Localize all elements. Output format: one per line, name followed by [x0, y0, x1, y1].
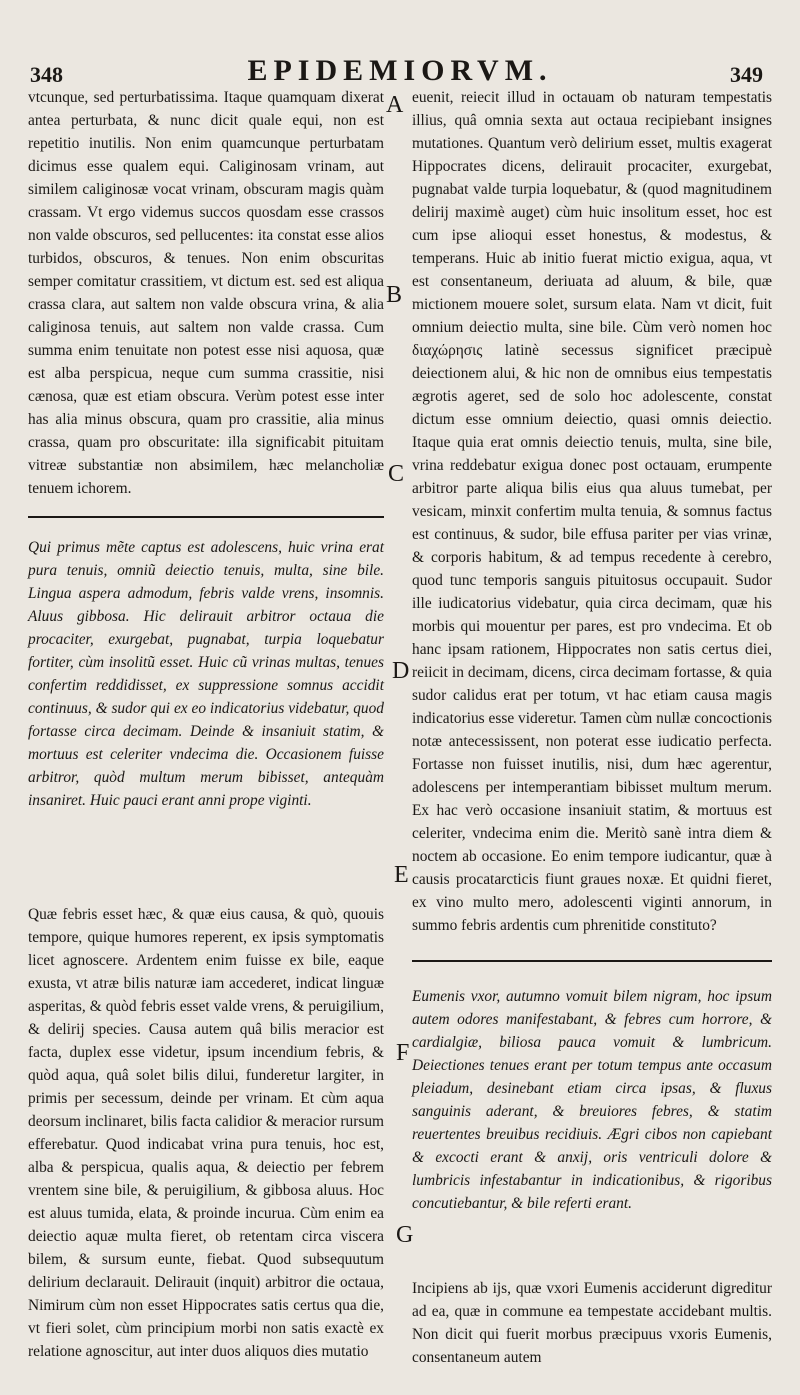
margin-letter-f: F	[396, 1040, 410, 1066]
left-case-text-body: Qui primus mẽte captus est adolescens, huic vrina erat pura tenuis, omniũ deiectio tenuis, multa, sine bile. Lingua aspera admodum, febris valde vrens, insomnis. Aluus gibbosa. Hic delirauit arbitror octaua die procaciter, exurgebat, pugnabat, turpia loquebatur fortiter, cùm insolitũ esset. Huic cũ vrinas multas, tenues confertim reddidisset, ex suppressione somnus accidit continuus, & sudor qui ex eo indicatorius videbatur, quod fortasse circa decimam. Deinde & insaniuit statim, & mortuus est celeriter vndecima die. Occasionem fuisse arbitror, quòd multum merum bibisset, antequàm insaniret. Huic pauci erant anni prope viginti.	[28, 539, 384, 809]
right-case-text	[412, 985, 772, 1215]
right-commentary-1-text: euenit, reiecit illud in octauam ob naturam tempestatis illius, quâ omnia sexta aut octaua recipiebant insignes mutationes. Quantum verò delirium esset, multis exagerat Hippocrates dicens, delirauit procaciter, exurgebat, pugnabat valde turpia loquebatur, & (quod magnitudinem delirij maximè auget) cùm huic insolitum esset, hoc est cum ipse alioqui esset honestus, & modestus, & temperans. Huic ab initio fuerat mictio exigua, aqua, vt est consentaneum, deriuata ad aluum, & bile, quæ mictionem mouere solet, sursum elata. Nam vt dicit, fuit omnium deiectio multa, sine bile. Cùm verò nomen hoc διαχώρησις latinè secessus significet præcipuè deiectionem alui, & hic non de omnibus eius tempestatis ægrotis ageret, sed de solo hoc adolescente, constat dictum esse omnium deiectio, quasi omnis deiectio. Itaque quia erat omnis deiectio tenuis, multa, sine bile, vrina reddebatur exigua donec post octauam, erumpente arbitror parte aliqua bilis eius qua aluus tumebat, per vesicam, minxit confertim multa tenuia, & somnus factus est continuus, & sudor, bile effusa pariter per vias vrinæ, & corporis habitum, & ad tempus recedente à cerebro, quod tunc temporis sanguis pituitosus occupauit. Sudor ille iudicatorius videbatur, quia circa decimam, quæ his morbis qui mouentur per pares, est pro vndecima. Et ob hanc ipsam rationem, Hippocrates non satis certus diei, reiicit in decimam, dicens, circa decimam fortasse, & quia sudor calidus erat per totum, vt hac etiam causa magis indicatorius esse videretur. Tamen cùm nullæ concoctionis notæ antecessissent, non poterat esse iudicatio perfecta. Fortasse non fuisset inutilis, nisi, dum hæc agerentur, adolescens per intemperantiam bibisset multum merum. Ex hac verò occasione insaniuit statim, & mortuus est celeriter, vndecima enim die. Meritò sanè intra diem & noctem ab occasione. Eo enim tempore iudicantur, quæ à causis procatarcticis fiunt graues noxæ. Et quidni fieret, ex vino multo mero, adolescenti viginti annorum, in summo febris ardentis cum phrenitide constituto?	[412, 89, 772, 934]
right-divider-rule	[412, 960, 772, 962]
right-commentary-1	[412, 86, 772, 937]
margin-letter-e: E	[394, 862, 409, 888]
running-head: EPIDEMIORVM.	[247, 54, 553, 87]
right-commentary-2-text: Incipiens ab ijs, quæ vxori Eumenis acciderunt digreditur ad ea, quæ in commune ea tempestate accidebant multis. Non dicit qui fuerit morbus præcipuus vxoris Eumenis, consentaneum autem	[412, 1280, 772, 1366]
margin-letter-b: B	[386, 282, 403, 308]
left-commentary-1-text: vtcunque, sed perturbatissima. Itaque quamquam dixerat antea perturbata, & nunc dicit quale equi, non est repetitio inutilis. Non enim quamcunque perturbatam dicimus esse qualem equi. Caliginosam vrinam, aut similem caliginosæ vocat vrinam, obscuram magis quàm crassam. Vt ergo videmus succos quosdam esse crassos non valde obscuros, sed pellucentes: ita constat esse alios turbidos, obscuros, & tenues. Non enim obscuritas semper comitatur crassitiem, vt dictum est. sed est aliqua crassa clara, aut saltem non valde obscura vrina, & alia caliginosa tenuis, aut saltem non valde crassa. Cum summa enim tenuitate non potest esse nisi aquosa, quæ est alba perspicua, neque cum summa crassitie, nisi cænosa, quæ est etiam obscura. Verùm potest esse inter has alia minus obscura, quam pro crassitie, alia minus crassa, quam pro obscuritate: illa significabit pituitam vitreæ substantiæ non absimilem, hæc melancholiæ tenuem ichorem.	[28, 89, 384, 497]
left-commentary-2-text: Quæ febris esset hæc, & quæ eius causa, & quò, quouis tempore, quique humores reperent, ex ipsis symptomatis licet agnoscere. Ardentem enim fuisse ex bile, eaque exusta, vt atræ bilis naturæ iam accederet, indicat linguæ asperitas, & quòd febris esset valde vrens, & peruigilium, & delirij species. Causa autem quâ bilis meracior est facta, duplex esse videtur, ipsum incendium febris, & quòd aqua, quâ solet bilis dilui, funderetur largiter, in primis per secessum, deinde per vrinam. Et cùm aqua deorsum inclinaret, bilis facta calidior & meracior rursum efferebatur. Quod indicabat vrina pura tenuis, hoc est, alba & perspicua, qualis aqua, & deiectio per febrem vrentem sine bile, & peruigilium, & gibbosa aluus. Hoc est aluus tumida, elata, & proinde incurua. Cùm enim ea deiectio aquæ multa fieret, ob retentam circa viscera bilem, & sursum eunte, fiebat. Quod subsequutum delirium declarauit. Delirauit (inquit) arbitror die octaua, Nimirum cùm non esset Hippocrates satis certus qua die, vt fieri solet, cùm principium morbi non satis exactè ex relatione agnoscitur, aut inter duos aliquos dies mutatio	[28, 906, 384, 1360]
margin-letter-d: D	[392, 658, 410, 684]
left-commentary-2	[28, 903, 384, 1363]
left-case-text	[28, 536, 384, 812]
left-commentary-1	[28, 86, 384, 500]
margin-letter-c: C	[388, 461, 405, 487]
margin-letter-a: A	[386, 92, 404, 118]
page-number-right: 349	[730, 62, 763, 87]
page-number-left: 348	[30, 62, 63, 87]
margin-letter-g: G	[396, 1222, 414, 1248]
right-commentary-2	[412, 1277, 772, 1369]
left-divider-rule	[28, 516, 384, 518]
right-case-text-body: Eumenis vxor, autumno vomuit bilem nigram, hoc ipsum autem odores manifestabant, & febres cum horrore, & cardialgiæ, biliosa pauca vomuit & lumbricum. Deiectiones tenues erant per totum tempus ante occasum pleiadum, desinebant etiam circa ipsas, & fluxus sanguinis aderant, & breuiores febres, & statim reuertentes breuibus recidiuis. Ægri cibos non capiebant & excocti erant & anxij, oris ventriculi dolore & lumbricis infestabantur in indicationibus, & rigoribus concutiebantur, & bile referti erant.	[412, 988, 772, 1212]
